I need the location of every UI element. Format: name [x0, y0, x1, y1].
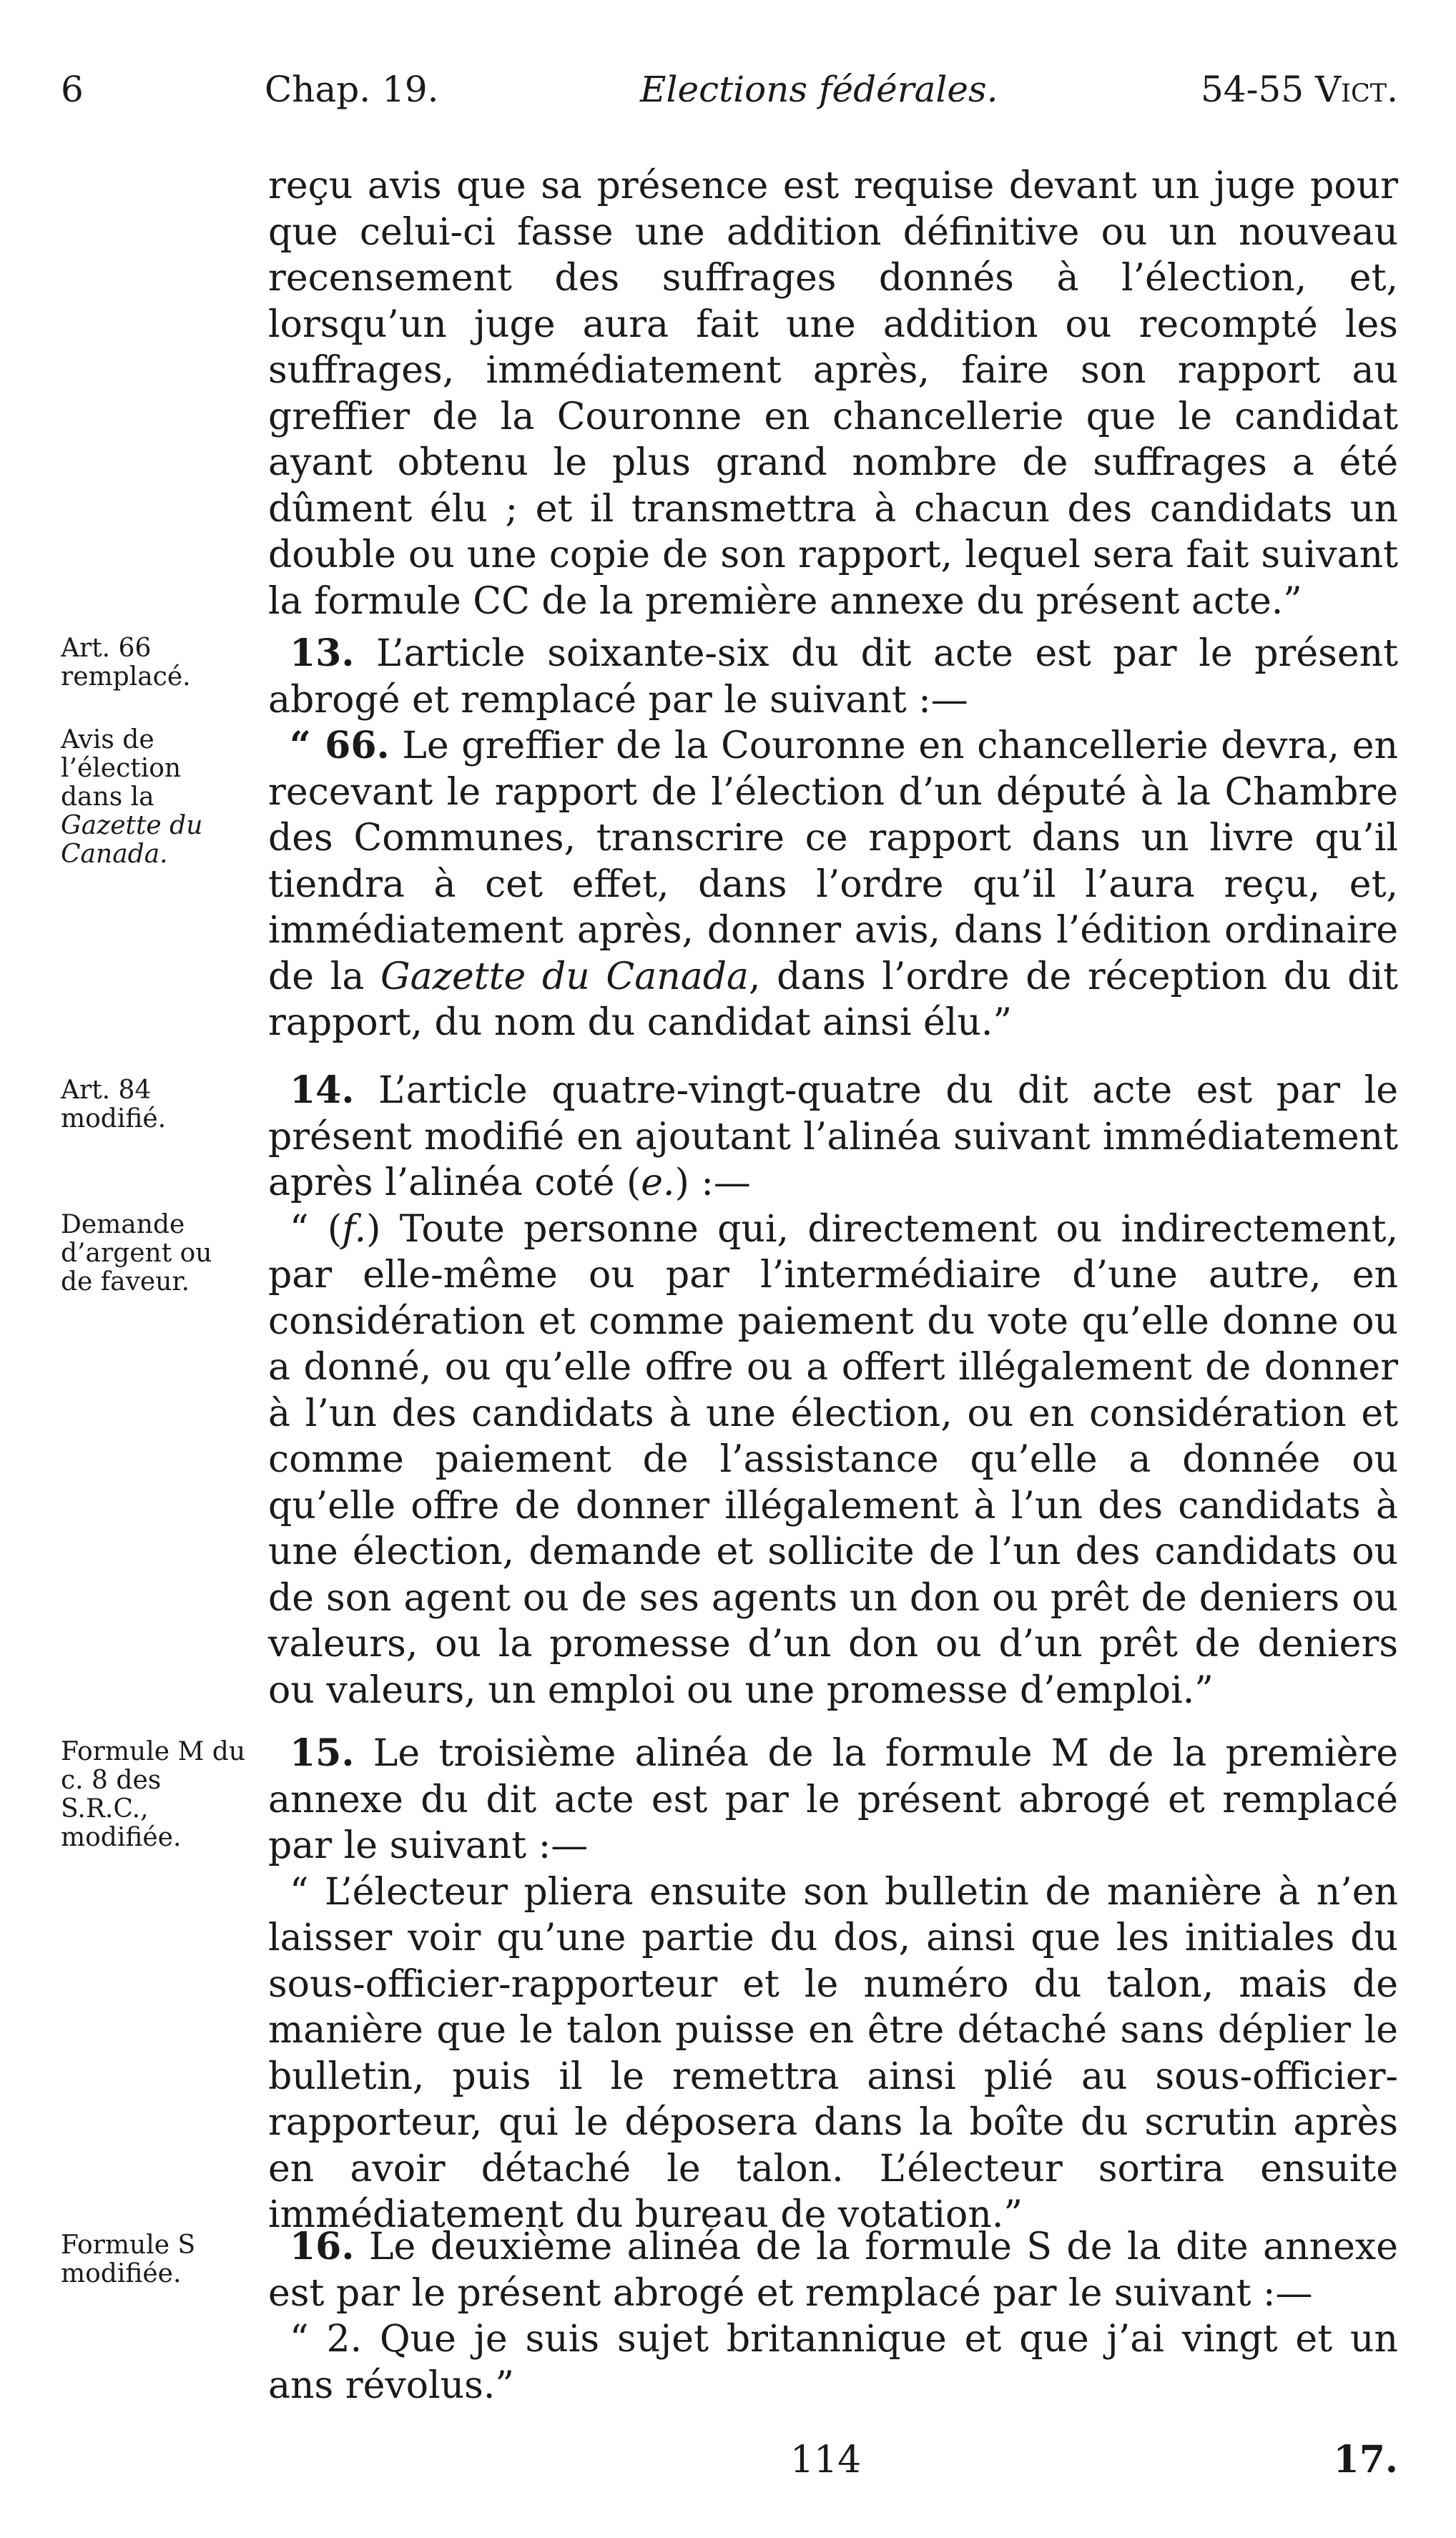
- section-13-number: 13.: [290, 631, 355, 675]
- section-15-number: 15.: [290, 1731, 355, 1775]
- header-regnal-year: 54-55 Vict.: [1201, 69, 1398, 110]
- section-14: [268, 1068, 1398, 1713]
- margin-note-s15-formula-m: Formule M du c. 8 des S.R.C., modifiée.: [61, 1737, 246, 1852]
- section-16-number: 16.: [290, 2225, 355, 2268]
- section-16-quote: “ 2. Que je suis sujet britannique et que j’ai vingt et un ans révolus.”: [268, 2318, 1398, 2407]
- section-16: [268, 2224, 1398, 2409]
- section-13-paragraph: 13. L’article soixante-six du dit acte est par le présent abrogé et remplacé par le suivant :—: [268, 631, 1398, 722]
- margin-note-s14-demand: Demande d’argent ou de faveur.: [61, 1210, 212, 1297]
- margin-note-s13-replaced: Art. 66 remplacé.: [61, 634, 191, 692]
- article-66-number: “ 66.: [290, 724, 390, 767]
- continuation-paragraph: [268, 163, 1398, 624]
- footer-signature-mark: 17.: [1333, 2438, 1398, 2482]
- footer-page-number: 114: [790, 2439, 862, 2482]
- section-14-number: 14.: [290, 1068, 355, 1112]
- header-title: Elections fédérales.: [640, 69, 998, 110]
- section-13-quote: “ 66. Le greffier de la Couronne en chancellerie devra, en recevant le rapport de l’élection d’un député à la Chambre des Communes, transcrire ce rapport dans un livre qu’il tiendra à cet effet, dans l’ordre qu’il l’aura reçu, et, immédiatement après, donner avis, dans l’édition ordinaire de la Gazette du Canada, dans l’ordre de réception du dit rapport, du nom du candidat ainsi élu.”: [268, 724, 1399, 1044]
- margin-note-s16-formula-s: Formule S modifiée.: [61, 2230, 196, 2288]
- margin-note-s14-modified: Art. 84 modifié.: [61, 1076, 167, 1133]
- continuation-text: reçu avis que sa présence est requise devant un juge pour que celui-ci fasse une addition définitive ou un nouveau recensement des suffrages donnés à l’élection, et, lorsqu’un juge aura fait une addition ou recompté les suffrages, immédiatement après, faire son rapport au greffier de la Couronne en chancellerie que le candidat ayant obtenu le plus grand nombre de suffrages a été dûment élu ; et il transmettra à chacun des candidats un double ou une copie de son rapport, lequel sera fait suivant la formule CC de la première annexe du présent acte.”: [268, 164, 1398, 623]
- section-15-quote: “ L’électeur pliera ensuite son bulletin de manière à n’en laisser voir qu’une partie du dos, ainsi que les initiales du sous-officier-rapporteur et le numéro du talon, mais de manière que le talon puisse en être détaché sans déplier le bulletin, puis il le remettra ainsi plié au sous-officier-rapporteur, qui le déposera dans la boîte du scrutin après en avoir détaché le talon. L’électeur sortira ensuite immédiatement du bureau de votation.”: [268, 1870, 1398, 2236]
- header-page-number: 6: [61, 69, 84, 110]
- section-13: [268, 631, 1398, 1046]
- running-header: [61, 61, 1398, 118]
- section-15-paragraph: 15. Le troisième alinéa de la formule M de la première annexe du dit acte est par le présent abrogé et remplacé par le suivant :—: [268, 1731, 1398, 1867]
- section-15: [268, 1731, 1398, 2238]
- section-14-paragraph: 14. L’article quatre-vingt-quatre du dit acte est par le présent modifié en ajoutant l’alinéa suivant immédiatement après l’alinéa coté (e.) :—: [268, 1068, 1398, 1204]
- section-14-quote: “ (f.) Toute personne qui, directement ou indirectement, par elle-même ou par l’intermédiaire d’une autre, en considération et comme paiement du vote qu’elle donne ou a donné, ou qu’elle offre ou a offert illégalement de donner à l’un des candidats à une élection, ou en considération et comme paiement de l’assistance qu’elle a donnée ou qu’elle offre de donner illégalement à l’un des candidats à une élection, demande et sollicite de l’un des candidats ou de son agent ou de ses agents un don ou prêt de deniers ou valeurs, ou la promesse d’un don ou d’un prêt de deniers ou valeurs, un emploi ou une promesse d’emploi.”: [268, 1207, 1399, 1712]
- margin-note-s13-gazette: Avis de l’élection dans la Gazette du Canada.: [61, 725, 203, 869]
- header-chapter: Chap. 19.: [265, 69, 439, 110]
- page-footer: [61, 2431, 1398, 2489]
- section-16-paragraph: 16. Le deuxième alinéa de la formule S de la dite annexe est par le présent abrogé et remplacé par le suivant :—: [268, 2225, 1398, 2315]
